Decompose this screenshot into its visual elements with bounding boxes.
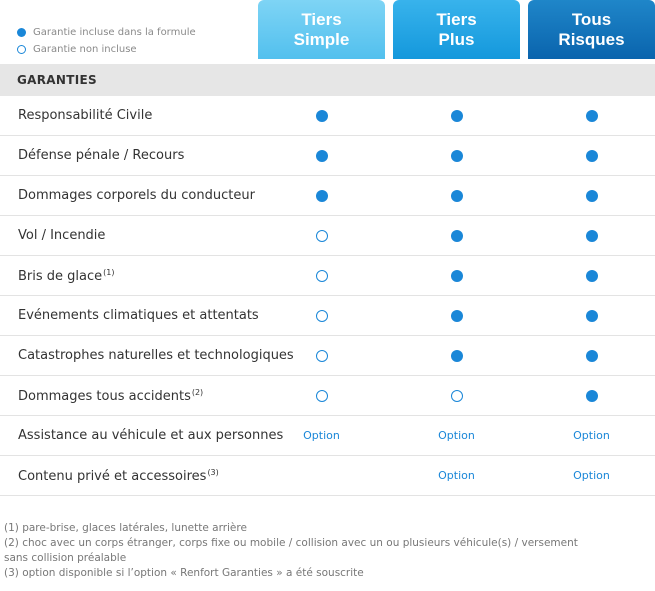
filled-circle-icon (586, 150, 598, 162)
formula-header-tiers-plus (393, 0, 520, 59)
guarantee-label-text: Catastrophes naturelles et technologiques (18, 348, 294, 363)
filled-circle-icon (586, 110, 598, 122)
footnote-line: (1) pare-brise, glaces latérales, lunette arrière (4, 522, 247, 534)
guarantee-label (18, 228, 105, 243)
coverage-cell (258, 256, 385, 295)
formula-name-line1: Tiers (436, 9, 477, 29)
formula-header-tous-risques (528, 0, 655, 59)
filled-circle-icon (586, 270, 598, 282)
footnotes (4, 521, 578, 581)
filled-circle-icon (451, 150, 463, 162)
coverage-cell (258, 336, 385, 375)
coverage-cell (528, 336, 655, 375)
coverage-cell (258, 176, 385, 215)
coverage-cell (393, 216, 520, 255)
footnote-ref: (3) (207, 467, 219, 477)
option-label: Option (573, 469, 610, 482)
table-row (0, 136, 655, 176)
guarantee-label-text: Responsabilité Civile (18, 108, 153, 123)
guarantee-label-text: Evénements climatiques et attentats (18, 308, 259, 323)
coverage-cell (393, 176, 520, 215)
empty-circle-icon (451, 390, 463, 402)
footnote-ref: (2) (191, 387, 204, 397)
guarantee-label (18, 188, 255, 203)
table-row (0, 376, 655, 416)
guarantee-label-text: Assistance au véhicule et aux personnes (18, 428, 284, 443)
coverage-cell (528, 136, 655, 175)
empty-circle-icon (316, 270, 328, 282)
filled-circle-icon (451, 190, 463, 202)
coverage-cell (258, 96, 385, 135)
footnote-line: sans collision préalable (4, 552, 127, 564)
coverage-cell (258, 456, 385, 495)
formula-name-line1: Tous (571, 9, 612, 29)
filled-circle-icon (316, 190, 328, 202)
legend-included-label: Garantie incluse dans la formule (33, 27, 196, 38)
section-header-garanties: GARANTIES (0, 64, 655, 96)
legend-included (17, 24, 196, 41)
formula-header-tiers-simple (258, 0, 385, 59)
legend-not-included-label: Garantie non incluse (33, 44, 137, 55)
formula-name-line2: Risques (558, 29, 625, 49)
guarantee-label-text: Bris de glace (18, 268, 103, 284)
footnote-line: (2) choc avec un corps étranger, corps fixe ou mobile / collision avec un ou plusieurs véhicule(s) / versement (4, 537, 578, 549)
filled-circle-icon (451, 310, 463, 322)
table-row (0, 296, 655, 336)
coverage-cell (393, 336, 520, 375)
coverage-cell (528, 96, 655, 135)
table-row (0, 416, 655, 456)
coverage-cell (393, 256, 520, 295)
option-label: Option (438, 469, 475, 482)
guarantee-label (18, 148, 184, 163)
filled-circle-icon (586, 350, 598, 362)
guarantee-label (18, 348, 294, 363)
guarantee-label-text: Vol / Incendie (18, 228, 106, 243)
option-label: Option (303, 429, 340, 442)
coverage-cell (393, 136, 520, 175)
coverage-cell (528, 416, 655, 455)
table-row (0, 96, 655, 136)
empty-circle-icon (316, 230, 328, 242)
filled-circle-icon (586, 230, 598, 242)
table-row (0, 216, 655, 256)
empty-circle-icon (17, 45, 26, 54)
empty-circle-icon (316, 390, 328, 402)
empty-circle-icon (316, 350, 328, 362)
filled-circle-icon (451, 110, 463, 122)
filled-circle-icon (586, 390, 598, 402)
option-label: Option (573, 429, 610, 442)
filled-circle-icon (316, 110, 328, 122)
coverage-cell (528, 456, 655, 495)
guarantee-label (18, 108, 152, 123)
footnote-line: (3) option disponible si l’option « Renfort Garanties » a été souscrite (4, 567, 364, 579)
guarantee-label (18, 388, 203, 404)
table-row (0, 256, 655, 296)
coverage-cell (393, 376, 520, 415)
formula-name-line1: Tiers (301, 9, 342, 29)
filled-circle-icon (586, 190, 598, 202)
coverage-cell (258, 376, 385, 415)
filled-circle-icon (586, 310, 598, 322)
guarantee-label (18, 428, 283, 443)
guarantees-table (0, 96, 655, 496)
coverage-cell (528, 256, 655, 295)
guarantee-label (18, 308, 259, 323)
formula-name-line2: Simple (293, 29, 350, 49)
coverage-cell (528, 176, 655, 215)
coverage-cell (258, 296, 385, 335)
filled-circle-icon (451, 350, 463, 362)
filled-circle-icon (17, 28, 26, 37)
coverage-cell (528, 216, 655, 255)
legend (17, 24, 196, 58)
coverage-cell (393, 456, 520, 495)
guarantee-label (18, 268, 114, 284)
coverage-cell (393, 96, 520, 135)
coverage-cell (258, 136, 385, 175)
option-label: Option (438, 429, 475, 442)
empty-circle-icon (316, 310, 328, 322)
guarantee-label-text: Défense pénale / Recours (18, 148, 185, 163)
legend-not-included (17, 41, 196, 58)
coverage-cell (528, 376, 655, 415)
footnote-ref: (1) (103, 267, 115, 277)
coverage-cell (258, 416, 385, 455)
table-row (0, 176, 655, 216)
guarantee-label (18, 468, 219, 484)
coverage-cell (393, 416, 520, 455)
guarantee-label-text: Dommages tous accidents (18, 388, 191, 404)
table-row (0, 456, 655, 496)
coverage-cell (393, 296, 520, 335)
formula-name-line2: Plus (438, 29, 475, 49)
guarantee-label-text: Dommages corporels du conducteur (18, 188, 255, 203)
filled-circle-icon (451, 230, 463, 242)
filled-circle-icon (451, 270, 463, 282)
filled-circle-icon (316, 150, 328, 162)
table-row (0, 336, 655, 376)
guarantee-label-text: Contenu privé et accessoires (18, 468, 207, 484)
coverage-cell (258, 216, 385, 255)
coverage-cell (528, 296, 655, 335)
